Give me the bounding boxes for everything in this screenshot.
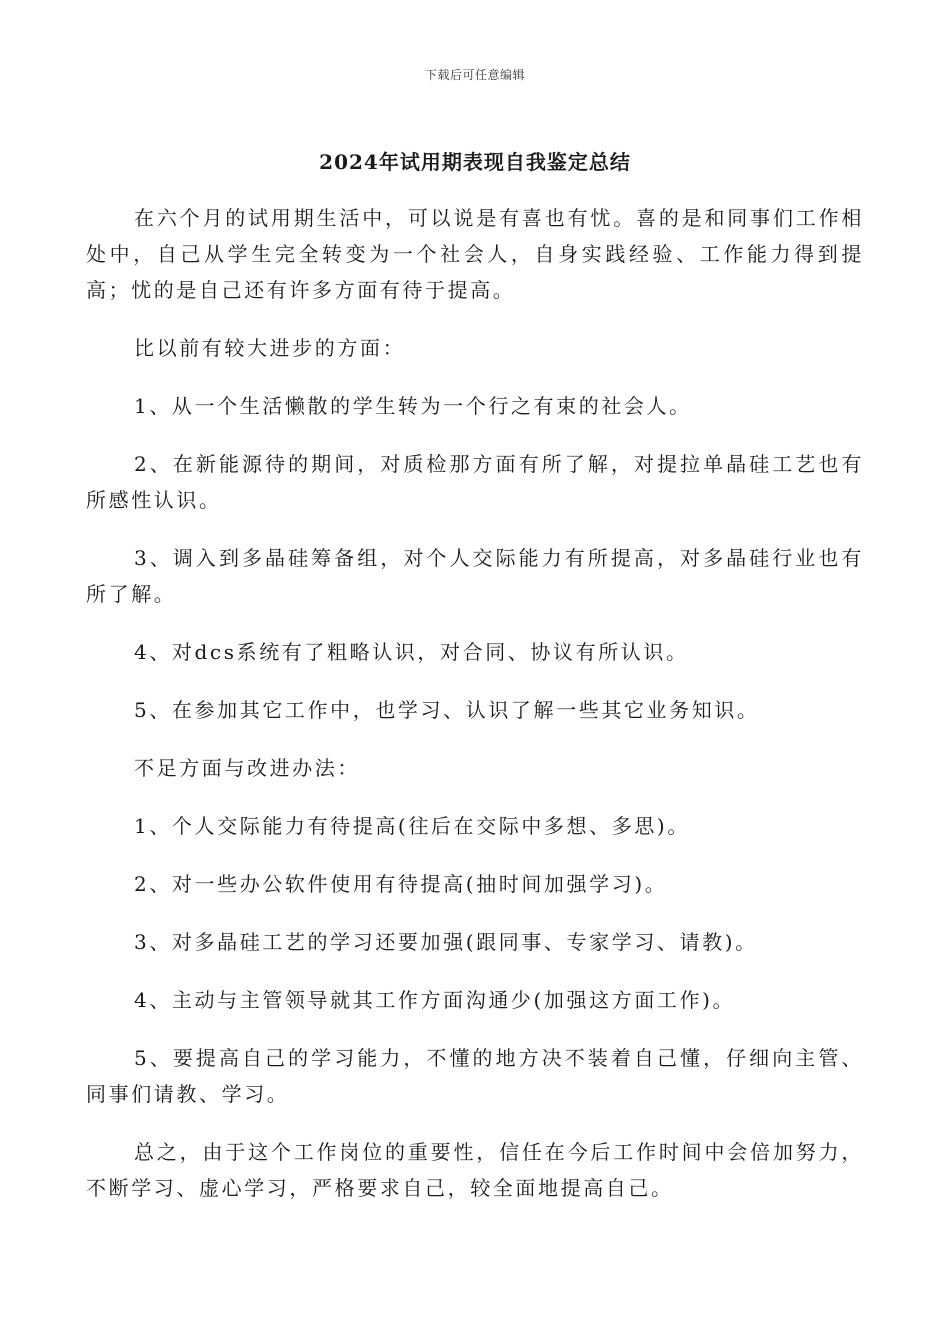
paragraph-progress-5: 5、在参加其它工作中，也学习、认识了解一些其它业务知识。 (134, 698, 760, 722)
paragraph-conclusion: 总之，由于这个工作岗位的重要性，信任在今后工作时间中会倍加努力，不断学习、虚心学习，严格要求自己，较全面地提高自己。 (86, 1140, 864, 1200)
paragraph-progress-2: 2、在新能源待的期间，对质检那方面有所了解，对提拉单晶硅工艺也有所感性认识。 (86, 452, 864, 512)
paragraph-shortcomings-heading: 不足方面与改进办法： (134, 756, 360, 780)
header-note: 下载后可任意编辑 (424, 68, 525, 82)
paragraph-shortcoming-1: 1、个人交际能力有待提高(往后在交际中多想、多思)。 (134, 814, 690, 838)
paragraph-shortcoming-5: 5、要提高自己的学习能力，不懂的地方决不装着自己懂，仔细向主管、同事们请教、学习。 (86, 1046, 864, 1106)
document-body (86, 200, 864, 1228)
paragraph-shortcoming-3: 3、对多晶硅工艺的学习还要加强(跟同事、专家学习、请教)。 (134, 930, 758, 954)
paragraph-progress-1: 1、从一个生活懒散的学生转为一个行之有束的社会人。 (134, 394, 692, 418)
paragraph-progress-3: 3、调入到多晶硅筹备组，对个人交际能力有所提高，对多晶硅行业也有所了解。 (86, 546, 864, 606)
paragraph-shortcoming-2: 2、对一些办公软件使用有待提高(抽时间加强学习)。 (134, 872, 668, 896)
paragraph-shortcoming-4: 4、主动与主管领导就其工作方面沟通少(加强这方面工作)。 (134, 988, 736, 1012)
paragraph-intro: 在六个月的试用期生活中，可以说是有喜也有忧。喜的是和同事们工作相处中，自己从学生完全转变为一个社会人，自身实践经验、工作能力得到提高；忧的是自己还有许多方面有待于提高。 (86, 206, 864, 302)
paragraph-progress-4: 4、对dcs系统有了粗略认识，对合同、协议有所认识。 (134, 640, 689, 664)
document-title: 2024年试用期表现自我鉴定总结 (319, 150, 631, 174)
paragraph-progress-heading: 比以前有较大进步的方面： (134, 336, 406, 360)
